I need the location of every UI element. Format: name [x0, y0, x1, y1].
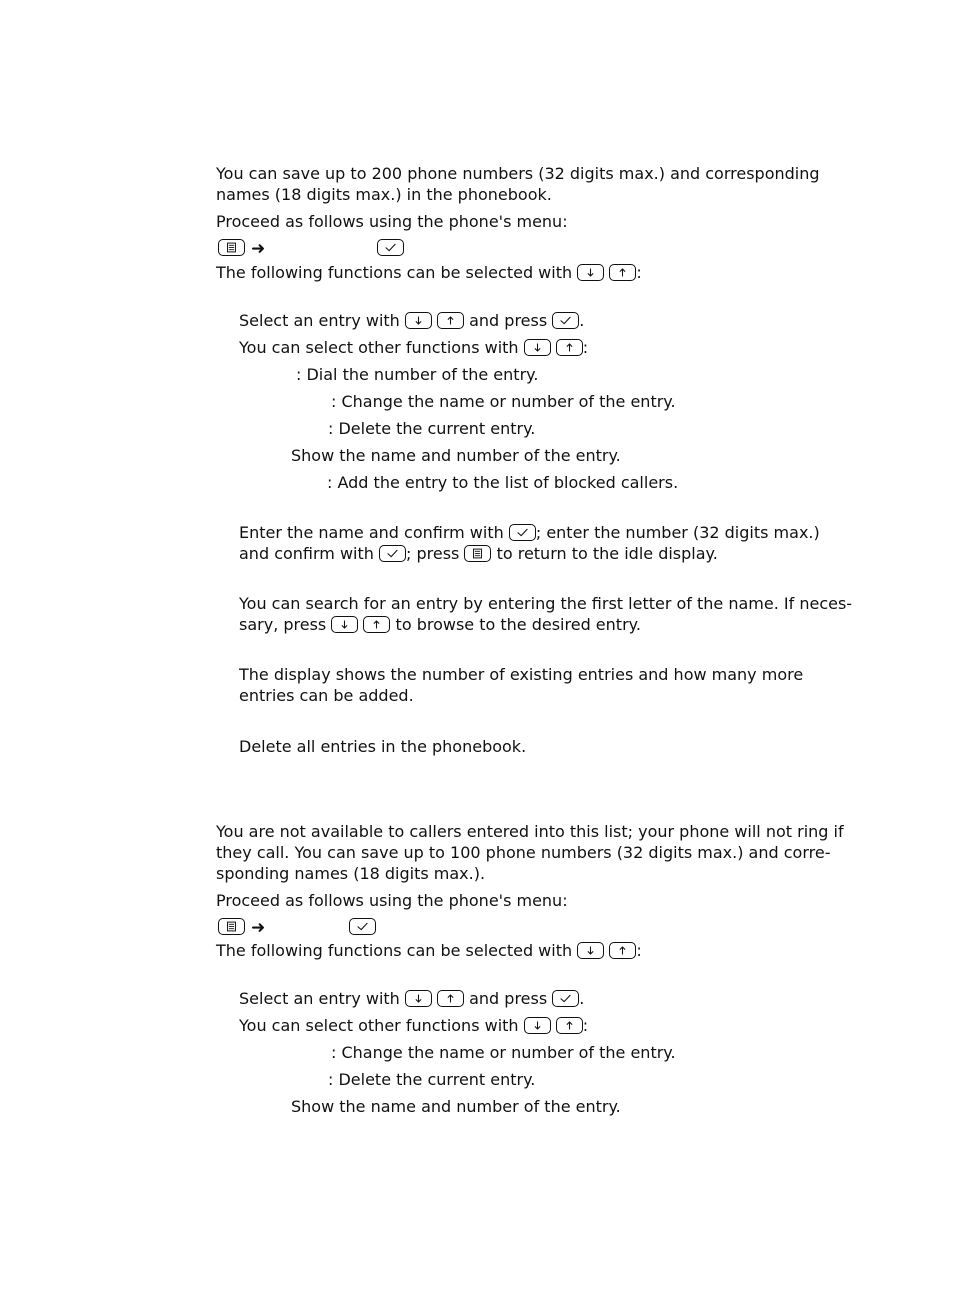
phonebook-intro-line-2: names (18 digits max.) in the phonebook.	[216, 185, 552, 204]
phonebook-delete-all: Delete all entries in the phonebook.	[239, 737, 527, 756]
right-arrow-icon: ➜	[251, 918, 266, 938]
menu-key-icon	[464, 545, 491, 562]
ok-key-icon	[552, 312, 579, 329]
blocklist-select-entry: Select an entry with and press .	[239, 989, 585, 1008]
blocklist-intro-line-1: You are not available to callers entered into this list; your phone will not ring if	[216, 822, 844, 841]
blocklist-menu-path	[218, 916, 269, 937]
phonebook-search-line-1: You can search for an entry by entering the first letter of the name. If neces-	[239, 594, 853, 613]
up-key-icon	[437, 990, 464, 1007]
up-key-icon	[556, 339, 583, 356]
down-key-icon	[577, 942, 604, 959]
blocklist-proceed-text: Proceed as follows using the phone's menu:	[216, 891, 568, 910]
menu-key-icon	[218, 239, 245, 256]
up-key-icon	[609, 264, 636, 281]
phonebook-search-line-2: sary, press to browse to the desired entry.	[239, 615, 641, 634]
blocklist-delete-desc: : Delete the current entry.	[328, 1070, 536, 1089]
phonebook-change-desc: : Change the name or number of the entry.	[331, 392, 676, 411]
phonebook-new-entry-line-1: Enter the name and confirm with ; enter the number (32 digits max.)	[239, 523, 820, 542]
down-key-icon	[405, 990, 432, 1007]
phonebook-delete-desc: : Delete the current entry.	[328, 419, 536, 438]
phonebook-show-desc: Show the name and number of the entry.	[291, 446, 621, 465]
phonebook-memory-line-1: The display shows the number of existing entries and how many more	[239, 665, 804, 684]
phonebook-menu-path	[218, 237, 269, 258]
up-key-icon	[556, 1017, 583, 1034]
phonebook-functions-intro: The following functions can be selected with :	[216, 263, 642, 282]
phonebook-memory-line-2: entries can be added.	[239, 686, 414, 705]
phonebook-block-desc: : Add the entry to the list of blocked callers.	[327, 473, 679, 492]
phonebook-new-entry-line-2: and confirm with ; press to return to the idle display.	[239, 544, 718, 563]
ok-key-icon	[377, 239, 404, 256]
phonebook-select-entry: Select an entry with and press .	[239, 311, 585, 330]
right-arrow-icon: ➜	[251, 239, 266, 259]
down-key-icon	[524, 339, 551, 356]
ok-key-icon	[552, 990, 579, 1007]
down-key-icon	[331, 616, 358, 633]
blocklist-change-desc: : Change the name or number of the entry.	[331, 1043, 676, 1062]
menu-key-icon	[218, 918, 245, 935]
phonebook-other-functions: You can select other functions with :	[239, 338, 589, 357]
ok-key-icon	[379, 545, 406, 562]
phonebook-dial-desc: : Dial the number of the entry.	[296, 365, 539, 384]
blocklist-intro-line-2: they call. You can save up to 100 phone numbers (32 digits max.) and corre-	[216, 843, 831, 862]
up-key-icon	[609, 942, 636, 959]
phonebook-proceed-text: Proceed as follows using the phone's menu:	[216, 212, 568, 231]
ok-key-icon	[509, 524, 536, 541]
blocklist-show-desc: Show the name and number of the entry.	[291, 1097, 621, 1116]
blocklist-other-functions: You can select other functions with :	[239, 1016, 589, 1035]
ok-key-icon	[349, 918, 376, 935]
up-key-icon	[437, 312, 464, 329]
phonebook-intro-line-1: You can save up to 200 phone numbers (32 digits max.) and corresponding	[216, 164, 820, 183]
down-key-icon	[524, 1017, 551, 1034]
blocklist-intro-line-3: sponding names (18 digits max.).	[216, 864, 486, 883]
up-key-icon	[363, 616, 390, 633]
blocklist-functions-intro: The following functions can be selected with :	[216, 941, 642, 960]
down-key-icon	[577, 264, 604, 281]
down-key-icon	[405, 312, 432, 329]
